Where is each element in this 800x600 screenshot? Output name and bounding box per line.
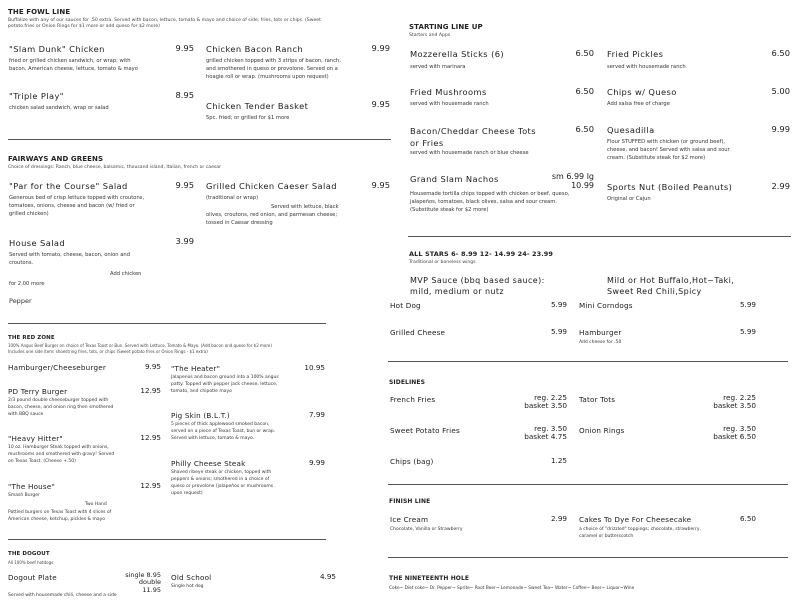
menu-item-name: Fried Pickles: [607, 49, 664, 59]
menu-item-price: 5.99: [550, 300, 567, 309]
menu-item-name: Sports Nut (Boiled Peanuts): [607, 182, 733, 192]
menu-item-desc: served with marinara: [410, 64, 466, 70]
menu-item-name: "Triple Play": [9, 91, 65, 101]
price-line: 11.95: [142, 585, 161, 594]
menu-item-name: Tator Tots: [579, 395, 616, 404]
menu-item-desc: Served with tomato, cheese, bacon, onion and croutons.: [9, 252, 130, 267]
menu-item-price: 6.50: [575, 124, 594, 134]
divider: [388, 484, 788, 485]
menu-item-name: Hamburger/Cheeseburger: [8, 363, 106, 372]
menu-item-price: 6.50: [575, 86, 594, 96]
menu-item-name: Grand Slam Nachos: [410, 174, 499, 184]
menu-item-desc: Housemade tortilla chips topped with chicken or beef, queso, jalapeños, tomatoes, black olives, salsa and sour cream. (Substitute steak for $2 more): [410, 191, 570, 214]
menu-item-price: [510, 394, 567, 410]
menu-item-name: Sweet Potato Fries: [390, 426, 460, 435]
price-line: 10.99: [571, 180, 594, 190]
section-subtitle-fowl-line: Buffalize with any of our sauces for .50 extra. Served with bacon, lettuce, tomato & mayo and choice of side; fries, tots or chips. (Sweet potato fries or Onion Rings for $1 more or add queso for $2 more): [8, 18, 321, 30]
menu-item-name: Hamburger: [579, 328, 622, 337]
menu-item-name: Pig Skin (B.L.T.): [171, 411, 230, 420]
menu-item-desc: 5pc. fried; or grilled for $1 more: [206, 115, 290, 121]
price-line: reg. 3.50: [534, 424, 567, 433]
section-subtitle-dogout: All 100% beef hotdogs: [8, 560, 54, 565]
menu-item-name: "Slam Dunk" Chicken: [9, 44, 105, 54]
menu-item-price: 10.95: [304, 363, 325, 372]
menu-item-desc: 10 oz. Hamburger Steak topped with onions, mushrooms and smothered with gravy! Served on Texas Toast. (Cheese +.50): [8, 445, 115, 464]
menu-item-desc: Shaved ribeye steak or chicken, topped with peppers & onions; smothered in a choice of queso or provolone (jalapeños or mushrooms upon request): [171, 470, 274, 496]
menu-item-name: Grilled Chicken Caeser Salad: [206, 181, 337, 191]
price-line: single 8.95: [125, 571, 161, 579]
menu-item-price: 8.95: [175, 90, 194, 100]
menu-item-price: 2.99: [771, 181, 790, 191]
menu-item-price: 6.50: [575, 48, 594, 58]
menu-item-name: Bacon/Cheddar Cheese Tots or Fries: [410, 126, 536, 149]
menu-item-name: Hot Dog: [390, 301, 421, 310]
menu-item-price: 9.95: [371, 99, 390, 109]
menu-item-desc: (traditional or wrap): [206, 195, 259, 201]
menu-item-desc: Flour STUFFED with chicken (or ground beef), cheese, and bacon! Served with salsa and sour cream. (Substitute steak for $2 more): [607, 139, 730, 162]
menu-item-price: 5.00: [771, 86, 790, 96]
menu-item-name: Mini Corndogs: [579, 301, 633, 310]
price-line: basket 3.50: [524, 401, 567, 411]
menu-item-desc: Pattied burgers on Texas Toast with 4 slices of American cheese, ketchup, pickles & mayo: [8, 510, 112, 522]
menu-item-name: PD Terry Burger: [8, 387, 68, 396]
menu-item-price: 12.95: [140, 386, 161, 395]
price-line: sm 6.99 lg: [551, 172, 594, 181]
menu-item-desc: Original or Cajun: [607, 196, 651, 202]
menu-item-name: Quesadilla: [607, 125, 655, 135]
menu-item-desc: Served with housemade chili, cheese and a side: [8, 593, 117, 598]
menu-item-desc: 5 pieces of thick applewood smoked bacon, served on a piece of Texas Toast, bun or wrap. Served with lettuce, tomato & mayo.: [171, 422, 276, 441]
menu-item-price: [110, 572, 161, 594]
section-subtitle-fairways: Choice of dressings: Ranch, blue cheese, balsamic, thousand island, Italian, french or caesar: [8, 165, 222, 170]
menu-item-name: Dogout Plate: [8, 573, 57, 582]
divider: [8, 539, 326, 540]
menu-item-price: 5.99: [739, 327, 756, 336]
price-line: reg. 2.25: [723, 393, 756, 402]
menu-item-price: 1.25: [550, 456, 567, 465]
menu-item-price: [510, 425, 567, 441]
menu-item-desc: Add salsa free of charge: [607, 101, 670, 107]
menu-item-price: 9.99: [308, 458, 325, 467]
menu-item-price: 4.95: [319, 572, 336, 581]
menu-item-name: Fried Mushrooms: [410, 87, 487, 97]
menu-item-price: 5.99: [550, 327, 567, 336]
menu-item-name: Grilled Cheese: [390, 328, 446, 337]
menu-item-name: Ice Cream: [390, 515, 429, 524]
menu-item-name: Mozzerella Sticks (6): [410, 49, 505, 59]
menu-item-name: French Fries: [390, 395, 436, 404]
section-title-finish-line: FINISH LINE: [389, 498, 431, 505]
drinks-list: Coke~ Diet coke~ Dr. Pepper~ Sprite~ Root Beer~ Lemonade~ Sweet Tea~ Water~ Coffee~ Beer~ Liquor~Wine: [389, 586, 635, 591]
menu-item-price: 5.99: [739, 300, 756, 309]
menu-item-desc: Two Hand: [85, 502, 107, 507]
divider: [408, 236, 791, 237]
divider: [388, 361, 788, 362]
menu-item-desc: for 2.00 more: [9, 281, 45, 287]
section-title-sidelines: SIDELINES: [389, 379, 426, 386]
menu-item-price: 9.95: [175, 43, 194, 53]
menu-item-name: "Par for the Course" Salad: [9, 181, 128, 191]
menu-item-price: 3.99: [175, 236, 194, 246]
wing-sauce-options: Mild or Hot Buffalo,Hot~Taki, Sweet Red Chili,Spicy: [607, 276, 735, 297]
menu-item-desc: grilled chicken topped with 3 strips of bacon, ranch, and smothered in queso or provolone. Served on a hoagie roll or wrap. (mushrooms upon request): [206, 58, 341, 81]
menu-item-name: Chips (bag): [390, 457, 434, 466]
section-title-dogout: THE DOGOUT: [8, 551, 50, 557]
menu-item-desc: served with housemade ranch: [410, 101, 489, 107]
section-title-red-zone: THE RED ZONE: [8, 335, 55, 341]
menu-item-name: Onion Rings: [579, 426, 625, 435]
menu-item-desc: Generous bed of crisp lettuce topped with croutons, tomatoes, onions, cheese and bacon (w/ fried or grilled chicken): [9, 195, 145, 218]
section-subtitle-starting: Starters and Apps: [409, 33, 451, 38]
menu-item-desc: Add chicken: [110, 271, 142, 277]
menu-item-price: 6.50: [771, 48, 790, 58]
menu-item-desc: fried or grilled chicken sandwich, or wrap; with bacon, American cheese, lettuce, tomato & mayo: [9, 58, 138, 73]
menu-item-name: "The House": [8, 482, 55, 491]
menu-item-name: Old School: [171, 573, 212, 582]
divider: [8, 323, 326, 324]
section-title-fairways: FAIRWAYS AND GREENS: [8, 155, 104, 163]
menu-item-name: House Salad: [9, 238, 66, 248]
menu-item-price: 9.95: [175, 180, 194, 190]
menu-item-name: Philly Cheese Steak: [171, 459, 246, 468]
menu-item-price: 12.95: [140, 481, 161, 490]
price-line: double: [138, 578, 161, 587]
menu-item-desc: Served with lettuce, black olives, croutons, red onion, and parmesan cheese; tossed in Caesar dressing: [206, 204, 339, 227]
menu-item-desc: a choice of "drizzled" toppings; chocolate, strawberry, caramel or butterscotch: [579, 527, 702, 539]
menu-item-desc: 2/3 pound double cheeseburger topped with bacon, cheese, and onion ring then smothered with BBQ sauce: [8, 398, 114, 417]
menu-item-price: 9.95: [144, 362, 161, 371]
price-line: reg. 3.50: [723, 424, 756, 433]
price-line: basket 3.50: [713, 401, 756, 411]
menu-item-price: 9.95: [371, 180, 390, 190]
section-title-all-stars: ALL STARS 6- 8.99 12- 14.99 24- 23.99: [409, 250, 554, 258]
section-title-starting: STARTING LINE UP: [409, 23, 483, 31]
section-title-fowl-line: THE FOWL LINE: [8, 8, 71, 16]
menu-item-price: 9.99: [371, 43, 390, 53]
menu-item-name: Cakes To Dye For Cheesecake: [579, 515, 692, 524]
menu-item-name: Chicken Tender Basket: [206, 101, 309, 111]
price-line: reg. 2.25: [534, 393, 567, 402]
menu-item-desc: Single hot dog: [171, 584, 204, 589]
section-subtitle-all-stars: Traditional or boneless wings: [409, 260, 476, 265]
price-line: basket 6.50: [713, 432, 756, 442]
divider: [8, 139, 391, 140]
menu-item-name: Chips w/ Queso: [607, 87, 677, 97]
divider: [388, 557, 788, 558]
menu-item-desc: Chocolate, Vanilla or Strawberry: [390, 527, 463, 532]
menu-item-name: Chicken Bacon Ranch: [206, 44, 304, 54]
menu-item-desc: served with housemade ranch: [607, 64, 686, 70]
menu-note: Pepper: [9, 297, 32, 305]
menu-item-price: [540, 173, 594, 191]
menu-item-price: 9.99: [771, 124, 790, 134]
section-subtitle-red-zone: 100% Angus Beef Burger on choice of Texas Toast or Bun. Served with Lettuce, Tomato & Mayo. (Add bacon and queso for $2 more) Includes one side item: shoestring fries, tots, or chips (Sweet potato fries or Onion Rings - $1 extra): [8, 343, 272, 354]
menu-item-desc: Smash Burger: [8, 493, 40, 498]
menu-item-name: "The Heater": [171, 364, 221, 373]
section-title-nineteenth-hole: THE NINETEENTH HOLE: [389, 575, 470, 582]
menu-item-price: [699, 394, 756, 410]
menu-item-name: "Heavy Hitter": [8, 434, 63, 443]
menu-item-price: 6.50: [739, 514, 756, 523]
menu-item-price: 12.95: [140, 433, 161, 442]
menu-item-price: 2.99: [550, 514, 567, 523]
menu-item-price: 7.99: [308, 410, 325, 419]
menu-item-desc: chicken salad sandwich, wrap or salad: [9, 105, 109, 111]
wing-sauce-options: MVP Sauce (bbq based sauce): mild, medium or nutz: [410, 276, 545, 297]
menu-item-price: [699, 425, 756, 441]
menu-item-desc: Add cheese for .50: [579, 340, 622, 345]
menu-item-desc: served with housemade ranch or blue cheese: [410, 150, 529, 156]
menu-item-desc: Jalapenos and bacon ground into a 100% angus patty. Topped with pepper jack cheese, lettuce, tomato, and chipotle mayo: [171, 375, 279, 394]
price-line: basket 4.75: [524, 432, 567, 442]
